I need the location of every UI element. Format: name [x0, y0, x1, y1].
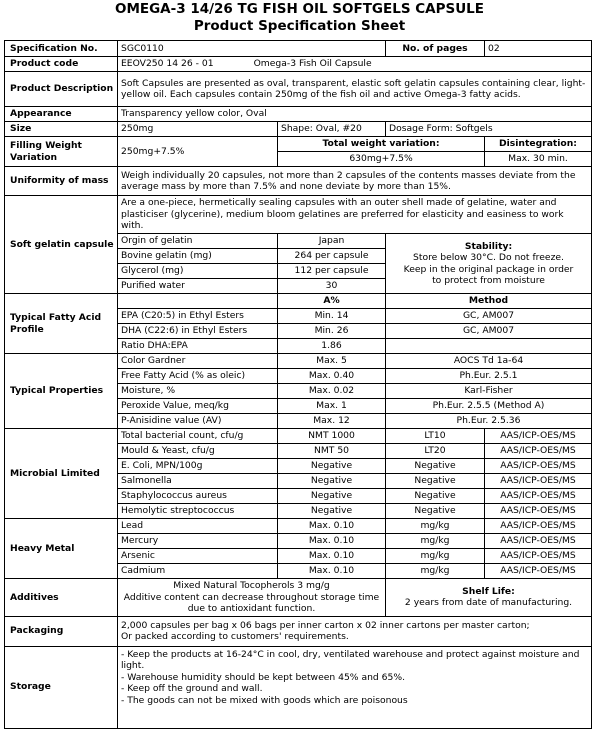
softgel-intro: Are a one-piece, hermetically sealing capsules with an outer shell made of gelatine, water and plasticiser (glycerine), medium bloom gelatines are preferred for elasticity and easiness to work with. — [118, 196, 592, 234]
description-row — [5, 72, 592, 107]
size-dosage: Dosage Form: Softgels — [386, 122, 592, 137]
fatty-item-method: GC, AM007 — [386, 324, 592, 339]
pages-label: No. of pages — [386, 41, 485, 57]
packaging-row — [5, 616, 592, 646]
appearance-row — [5, 107, 592, 122]
metal-value: Max. 0.10 — [278, 519, 386, 534]
metal-unit: mg/kg — [386, 549, 485, 564]
uniformity-text: Weigh individually 20 capsules, not more than 2 capsules of the contents masses deviate from the average mass by more than 7.5% and none deviate by more than 15%. — [118, 167, 592, 196]
property-name: Moisture, % — [118, 384, 278, 399]
metal-name: Cadmium — [118, 564, 278, 579]
size-label: Size — [5, 122, 118, 137]
shelf-life-text: 2 years from date of manufacturing. — [404, 597, 573, 609]
disintegration-value: Max. 30 min. — [485, 152, 592, 167]
microbial-limit: LT20 — [386, 444, 485, 459]
product-code-value: EEOV250 14 26 - 01 — [121, 58, 214, 70]
fatty-item-name: Ratio DHA:EPA — [118, 339, 278, 354]
spec-no-label: Specification No. — [5, 41, 118, 57]
product-code-row — [5, 57, 592, 72]
filling-label: Filling Weight Variation — [5, 137, 118, 167]
description-label: Product Description — [5, 72, 118, 107]
additives-line-1: Mixed Natural Tocopherols 3 mg/g — [173, 580, 330, 591]
fatty-item-value: Min. 14 — [278, 309, 386, 324]
microbial-method: AAS/ICP-OES/MS — [485, 444, 592, 459]
specification-table — [4, 40, 592, 729]
additives-line-2: Additive content can decrease throughout storage time due to antioxidant function. — [123, 591, 380, 614]
fatty-item-value: 1.86 — [278, 339, 386, 354]
spec-no-row — [5, 41, 592, 57]
product-name: Omega-3 Fish Oil Capsule — [253, 58, 372, 70]
stability-cell — [386, 234, 592, 294]
packaging-line-2: Or packed according to customers' requirements. — [121, 631, 349, 642]
microbial-method: AAS/ICP-OES/MS — [485, 489, 592, 504]
microbial-name: Hemolytic streptococcus — [118, 504, 278, 519]
product-code-label: Product code — [5, 57, 118, 72]
size-value: 250mg — [118, 122, 278, 137]
property-value: Max. 12 — [278, 414, 386, 429]
microbial-method: AAS/ICP-OES/MS — [485, 474, 592, 489]
metal-method: AAS/ICP-OES/MS — [485, 549, 592, 564]
microbial-value: Negative — [278, 489, 386, 504]
spec-no-value: SGC0110 — [118, 41, 386, 57]
softgel-item-value: 30 — [278, 279, 386, 294]
fatty-item-name: DHA (C22:6) in Ethyl Esters — [118, 324, 278, 339]
stability-label: Stability: — [464, 240, 513, 252]
fatty-header-row — [5, 294, 592, 309]
microbial-value: Negative — [278, 459, 386, 474]
stability-text: Store below 30°C. Do not freeze. Keep in the original package in order to protect from moisture — [403, 252, 574, 286]
property-method: Karl-Fisher — [386, 384, 592, 399]
fatty-item-method: GC, AM007 — [386, 309, 592, 324]
property-name: P-Anisidine value (AV) — [118, 414, 278, 429]
uniformity-row — [5, 167, 592, 196]
filling-value: 250mg+7.5% — [118, 137, 278, 167]
table-row — [5, 429, 592, 444]
col-a-percent: A% — [278, 294, 386, 309]
softgel-label: Soft gelatin capsule — [5, 196, 118, 294]
document-subtitle: Product Specification Sheet — [193, 18, 406, 34]
packaging-line-1: 2,000 capsules per bag x 06 bags per inner carton x 02 inner cartons per master carton; — [121, 619, 530, 631]
property-name: Peroxide Value, meq/kg — [118, 399, 278, 414]
packaging-cell — [118, 616, 592, 646]
metal-name: Lead — [118, 519, 278, 534]
metal-unit: mg/kg — [386, 564, 485, 579]
additives-row — [5, 579, 592, 617]
fatty-item-method — [386, 339, 592, 354]
size-shape: Shape: Oval, #20 — [278, 122, 386, 137]
document-title: OMEGA-3 14/26 TG FISH OIL SOFTGELS CAPSULE — [114, 1, 485, 17]
microbial-name: Mould & Yeast, cfu/g — [118, 444, 278, 459]
microbial-method: AAS/ICP-OES/MS — [485, 429, 592, 444]
table-row — [5, 354, 592, 369]
storage-line: - Keep the products at 16-24°C in cool, dry, ventilated warehouse and protect against moisture and light. — [121, 648, 580, 671]
additives-cell — [118, 579, 386, 617]
metal-method: AAS/ICP-OES/MS — [485, 534, 592, 549]
microbial-limit: LT10 — [386, 429, 485, 444]
heavy-metal-label: Heavy Metal — [5, 519, 118, 579]
microbial-name: E. Coli, MPN/100g — [118, 459, 278, 474]
softgel-item-value: Japan — [278, 234, 386, 249]
packaging-label: Packaging — [5, 616, 118, 646]
microbial-limit: Negative — [386, 489, 485, 504]
microbial-value: Negative — [278, 474, 386, 489]
microbial-name: Salmonella — [118, 474, 278, 489]
property-name: Free Fatty Acid (% as oleic) — [118, 369, 278, 384]
filling-row — [5, 137, 592, 152]
microbial-name: Staphylococcus aureus — [118, 489, 278, 504]
microbial-value: NMT 1000 — [278, 429, 386, 444]
property-value: Max. 0.40 — [278, 369, 386, 384]
col-method: Method — [386, 294, 592, 309]
storage-cell — [118, 646, 592, 728]
fatty-label: Typical Fatty Acid Profile — [5, 294, 118, 354]
property-value: Max. 5 — [278, 354, 386, 369]
appearance-text: Transparency yellow color, Oval — [118, 107, 592, 122]
appearance-label: Appearance — [5, 107, 118, 122]
microbial-limit: Negative — [386, 474, 485, 489]
shelf-life-label: Shelf Life: — [462, 585, 515, 597]
property-method: Ph.Eur. 2.5.36 — [386, 414, 592, 429]
metal-name: Arsenic — [118, 549, 278, 564]
pages-value: 02 — [485, 41, 592, 57]
microbial-label: Microbial Limited — [5, 429, 118, 519]
total-weight-value: 630mg+7.5% — [278, 152, 485, 167]
softgel-item-value: 264 per capsule — [278, 249, 386, 264]
disintegration-label: Disintegration: — [485, 137, 592, 152]
storage-label: Storage — [5, 646, 118, 728]
property-method: Ph.Eur. 2.5.1 — [386, 369, 592, 384]
storage-line: - The goods can not be mixed with goods which are poisonous — [121, 694, 408, 706]
softgel-item-value: 112 per capsule — [278, 264, 386, 279]
size-row — [5, 122, 592, 137]
fatty-item-value: Min. 26 — [278, 324, 386, 339]
total-weight-label: Total weight variation: — [278, 137, 485, 152]
metal-value: Max. 0.10 — [278, 534, 386, 549]
shelf-life-cell — [386, 579, 592, 617]
microbial-name: Total bacterial count, cfu/g — [118, 429, 278, 444]
softgel-item-name: Orgin of gelatin — [118, 234, 278, 249]
softgel-item-name: Purified water — [118, 279, 278, 294]
metal-unit: mg/kg — [386, 519, 485, 534]
storage-line: - Warehouse humidity should be kept between 45% and 65%. — [121, 671, 406, 683]
uniformity-label: Uniformity of mass — [5, 167, 118, 196]
properties-label: Typical Properties — [5, 354, 118, 429]
softgel-item-name: Bovine gelatin (mg) — [118, 249, 278, 264]
metal-method: AAS/ICP-OES/MS — [485, 564, 592, 579]
softgel-intro-row — [5, 196, 592, 234]
microbial-limit: Negative — [386, 504, 485, 519]
property-method: Ph.Eur. 2.5.5 (Method A) — [386, 399, 592, 414]
storage-row — [5, 646, 592, 728]
fatty-item-name: EPA (C20:5) in Ethyl Esters — [118, 309, 278, 324]
microbial-limit: Negative — [386, 459, 485, 474]
microbial-method: AAS/ICP-OES/MS — [485, 504, 592, 519]
microbial-method: AAS/ICP-OES/MS — [485, 459, 592, 474]
metal-unit: mg/kg — [386, 534, 485, 549]
metal-method: AAS/ICP-OES/MS — [485, 519, 592, 534]
storage-line: - Keep off the ground and wall. — [121, 683, 263, 694]
microbial-value: NMT 50 — [278, 444, 386, 459]
table-row — [5, 519, 592, 534]
microbial-value: Negative — [278, 504, 386, 519]
property-method: AOCS Td 1a-64 — [386, 354, 592, 369]
property-value: Max. 1 — [278, 399, 386, 414]
description-text: Soft Capsules are presented as oval, transparent, elastic soft gelatin capsules containing clear, light-yellow oil. Each capsules contain 250mg of the fish oil and active Omega-3 fatty acids. — [118, 72, 592, 107]
additives-label: Additives — [5, 579, 118, 617]
metal-value: Max. 0.10 — [278, 564, 386, 579]
property-value: Max. 0.02 — [278, 384, 386, 399]
metal-name: Mercury — [118, 534, 278, 549]
property-name: Color Gardner — [118, 354, 278, 369]
metal-value: Max. 0.10 — [278, 549, 386, 564]
softgel-item-name: Glycerol (mg) — [118, 264, 278, 279]
